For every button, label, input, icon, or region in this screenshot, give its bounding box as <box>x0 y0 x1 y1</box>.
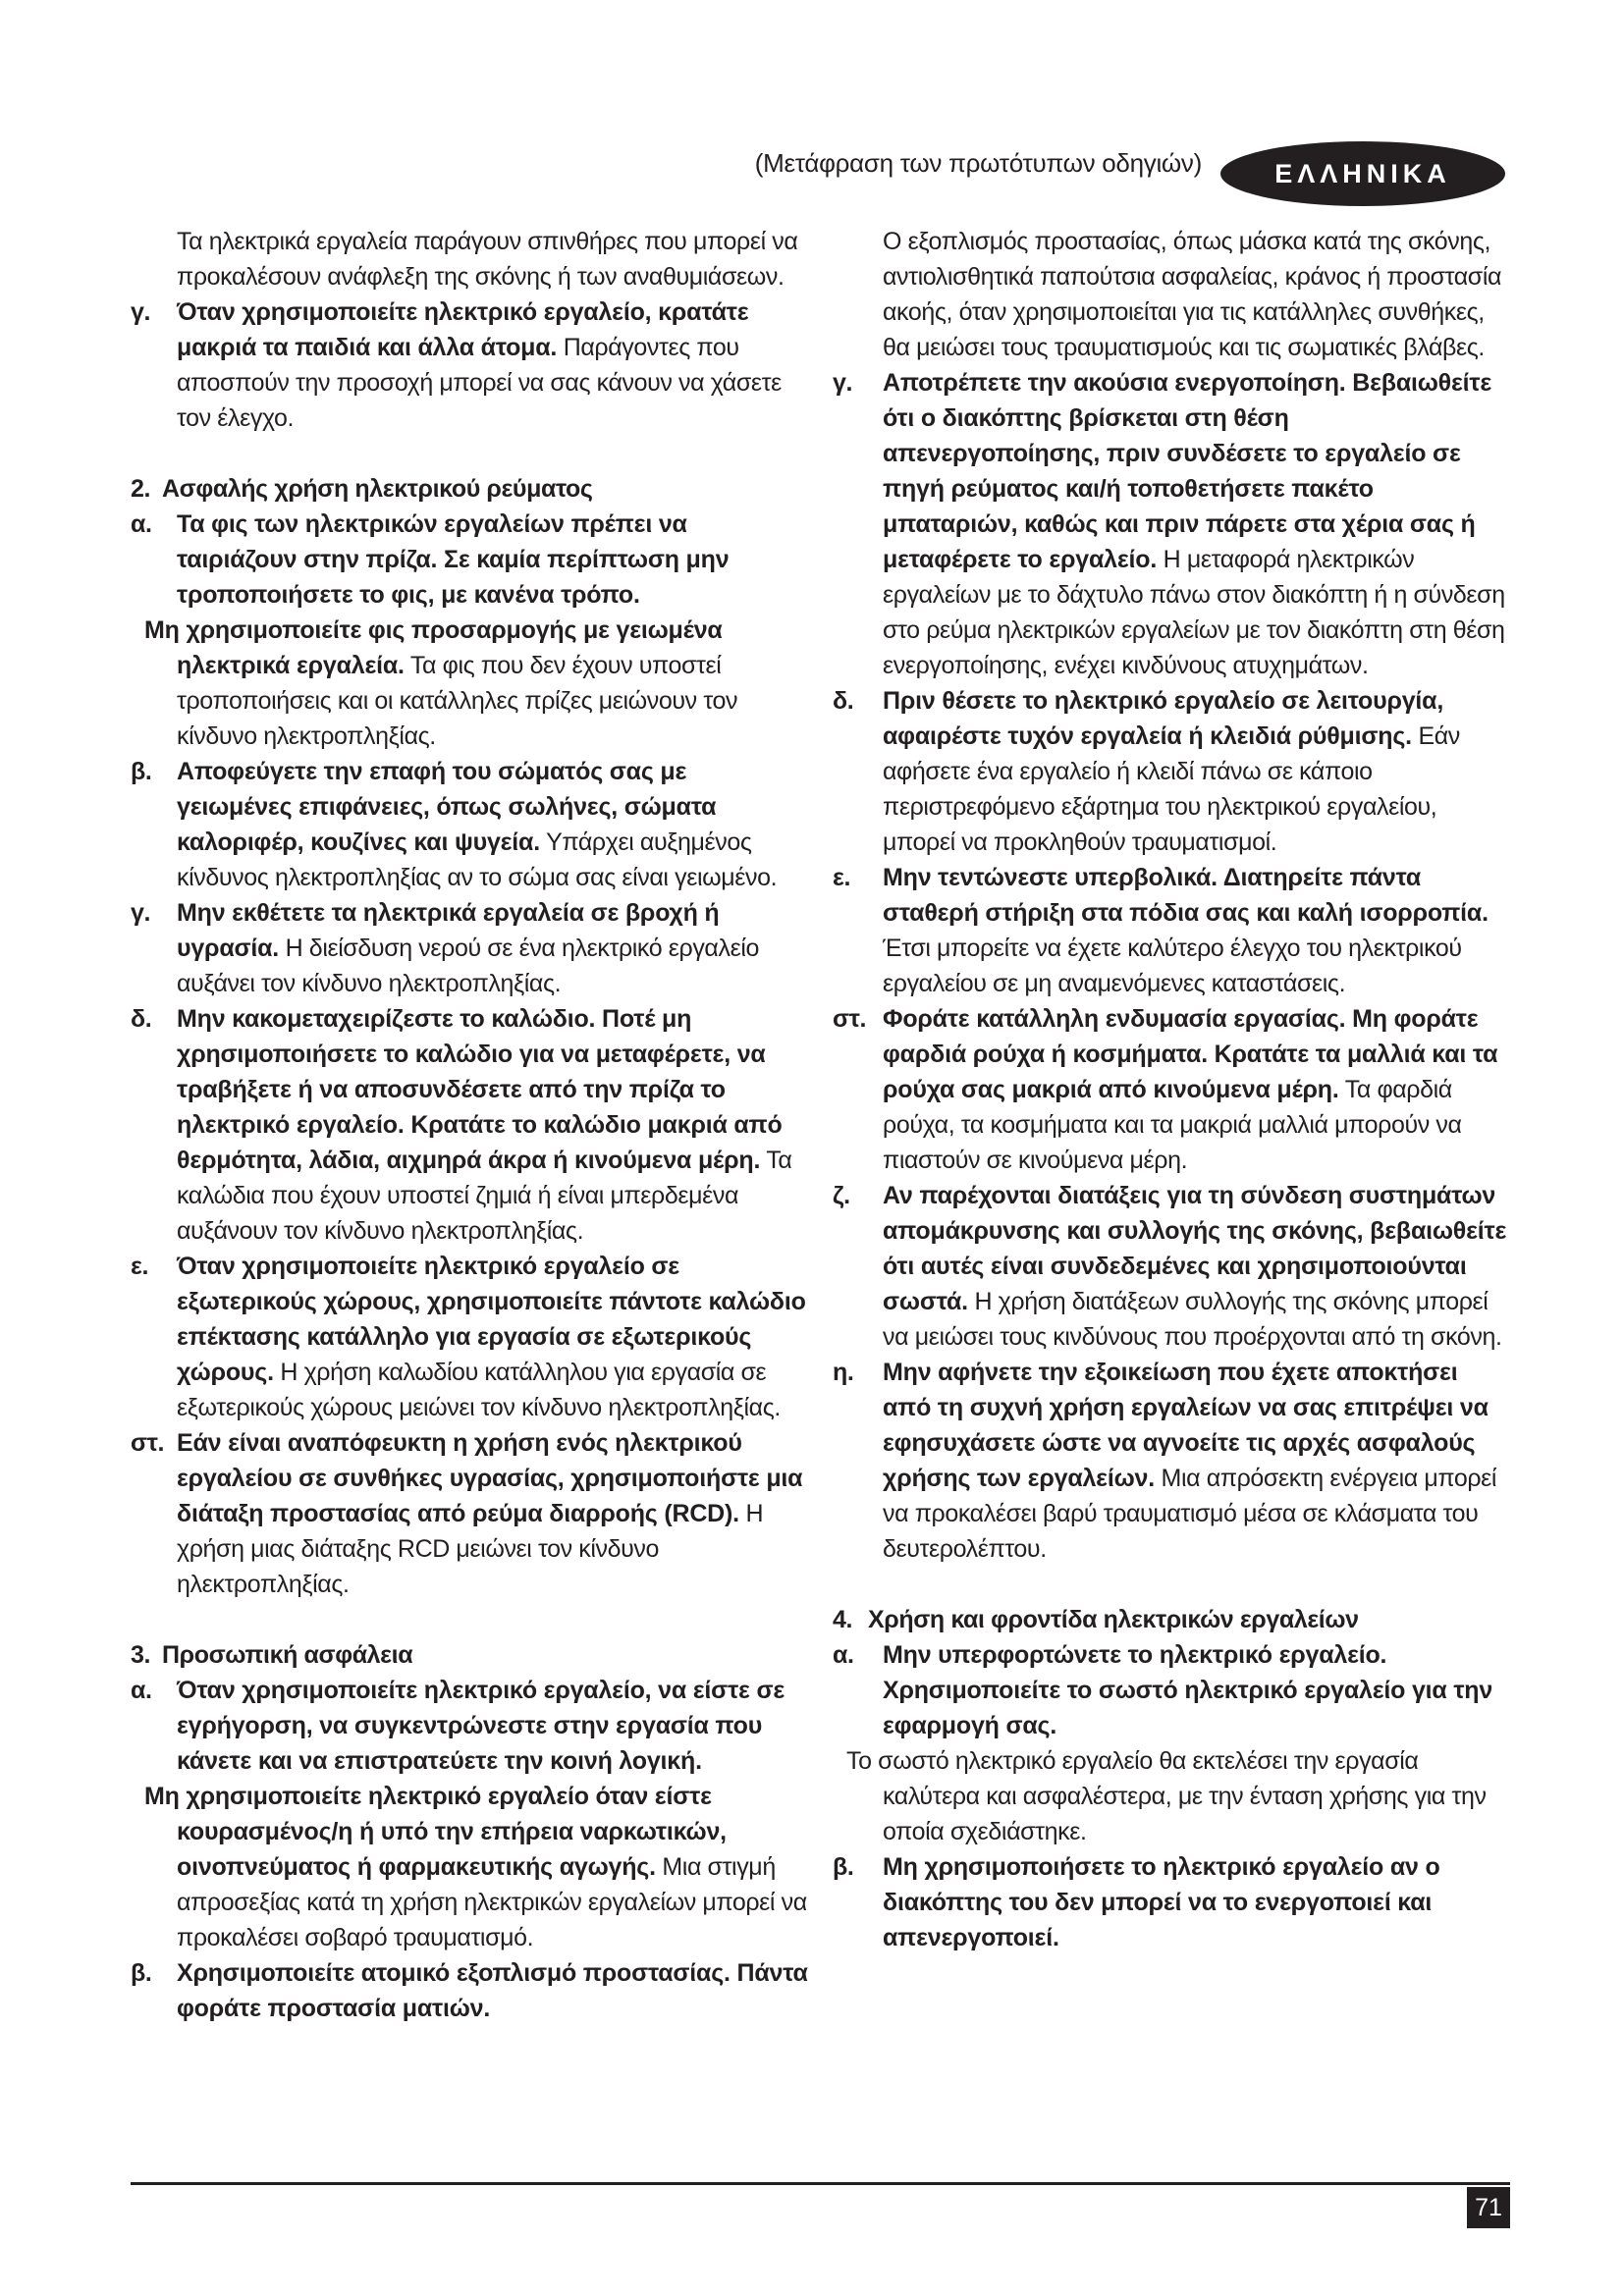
list-item: α. Τα φις των ηλεκτρικών εργαλείων πρέπει να ταιριάζουν στην πρίζα. Σε καμία περίπτωση μην τροποποιήσετε το φις, με κανένα τρόπο. <box>131 510 730 609</box>
intro-paragraph: Ο εξοπλισμός προστασίας, όπως μάσκα κατά της σκόνης, αντιολισθητικά παπούτσια ασφαλείας, κράνος ή προστασία ακοής, όταν χρησιμοποιείται για τις κατάλληλες συνθήκες, θα μειώσει τους τραυματισμούς και τις σωματικές βλάβες. <box>883 228 1502 361</box>
header-subtitle: (Μετάφραση των πρωτότυπων οδηγιών) <box>754 148 1202 178</box>
list-item: στ. Φοράτε κατάλληλη ενδυμασία εργασίας. Μη φοράτε φαρδιά ρούχα ή κοσμήματα. Κρατάτε τα μαλλιά και τα ρούχα σας μακριά από κινούμενα μέρη. Τα φαρδιά ρούχα, τα κοσμήματα και τα μακριά μαλλιά μπορούν να πιαστούν σε κινούμενα μέρη. <box>833 1005 1498 1174</box>
list-item: β. Μη χρησιμοποιήσετε το ηλεκτρικό εργαλείο αν ο διακόπτης του δεν μπορεί να το ενεργοποιεί και απενεργοποιεί. <box>833 1853 1440 1951</box>
list-item: α. Μην υπερφορτώνετε το ηλεκτρικό εργαλείο. Χρησιμοποιείτε το σωστό ηλεκτρικό εργαλείο για την εφαρμογή σας. <box>833 1641 1493 1739</box>
page-number: 71 <box>1467 2187 1510 2228</box>
right-column <box>833 224 1510 1955</box>
list-item-continuation: Μη χρησιμοποιείτε ηλεκτρικό εργαλείο όταν είστε κουρασμένος/η ή υπό την επήρεια ναρκωτικών, οινοπνεύματος ή φαρμακευτικής αγωγής. Μια στιγμή απροσεξίας κατά τη χρήση ηλεκτρικών εργαλείων μπορεί να προκαλέσει σοβαρό τραυματισμό. <box>144 1783 807 1951</box>
list-item: γ. Αποτρέπετε την ακούσια ενεργοποίηση. Βεβαιωθείτε ότι ο διακόπτης βρίσκεται στη θέση απενεργοποίησης, πριν συνδέσετε το εργαλείο σε πηγή ρεύματος και/ή τοποθετήσετε πακέτο μπαταριών, καθώς και πριν πάρετε στα χέρια σας ή μεταφέρετε το εργαλείο. Η μεταφορά ηλεκτρικών εργαλείων με το δάχτυλο πάνω στον διακόπτη ή η σύνδεση στο ρεύμα ηλεκτρικών εργαλείων με τον διακόπτη στη θέση ενεργοποίησης, ενέχει κινδύνους ατυχημάτων. <box>833 369 1505 679</box>
list-item: η. Μην αφήνετε την εξοικείωση που έχετε αποκτήσει από τη συχνή χρήση εργαλείων να σας επιτρέψει να εφησυχάσετε ώστε να αγνοείτε τις αρχές ασφαλούς χρήσης των εργαλείων. Μια απρόσεκτη ενέργεια μπορεί να προκαλέσει βαρύ τραυματισμό μέσα σε κλάσματα του δευτερολέπτου. <box>833 1359 1497 1563</box>
footer-rule <box>131 2182 1510 2185</box>
section-heading: 2. Ασφαλής χρήση ηλεκτρικού ρεύματος <box>131 475 593 503</box>
list-item: στ. Εάν είναι αναπόφευκτη η χρήση ενός ηλεκτρικού εργαλείου σε συνθήκες υγρασίας, χρησιμοποιήστε μια διάταξη προστασίας από ρεύμα διαρροής (RCD). Η χρήση μιας διάταξης RCD μειώνει τον κίνδυνο ηλεκτροπληξίας. <box>131 1429 803 1598</box>
list-item: ζ. Αν παρέχονται διατάξεις για τη σύνδεση συστημάτων απομάκρυνσης και συλλογής της σκόνης, βεβαιωθείτε ότι αυτές είναι συνδεδεμένες και χρησιμοποιούνται σωστά. Η χρήση διατάξεων συλλογής της σκόνης μπορεί να μειώσει τους κινδύνους που προέρχονται από τη σκόνη. <box>833 1182 1507 1351</box>
language-badge: ΕΛΛΗΝΙΚΑ <box>1220 141 1505 206</box>
list-item-continuation: Μη χρησιμοποιείτε φις προσαρμογής με γειωμένα ηλεκτρικά εργαλεία. Τα φις που δεν έχουν υποστεί τροποποιήσεις και οι κατάλληλες πρίζες μειώνουν τον κίνδυνο ηλεκτροπληξίας. <box>144 616 738 750</box>
left-column <box>131 224 808 2026</box>
list-item: γ. Μην εκθέτετε τα ηλεκτρικά εργαλεία σε βροχή ή υγρασία. Η διείσδυση νερού σε ένα ηλεκτρικό εργαλείο αυξάνει τον κίνδυνο ηλεκτροπληξίας. <box>131 899 759 997</box>
list-item: δ. Μην κακομεταχειρίζεστε το καλώδιο. Ποτέ μη χρησιμοποιήσετε το καλώδιο για να μεταφέρετε, να τραβήξετε ή να αποσυνδέσετε από την πρίζα το ηλεκτρικό εργαλείο. Κρατάτε το καλώδιο μακριά από θερμότητα, λάδια, αιχμηρά άκρα ή κινούμενα μέρη. Τα καλώδια που έχουν υποστεί ζημιά ή είναι μπερδεμένα αυξάνουν τον κίνδυνο ηλεκτροπληξίας. <box>131 1005 792 1245</box>
list-item: ε. Όταν χρησιμοποιείτε ηλεκτρικό εργαλείο σε εξωτερικούς χώρους, χρησιμοποιείτε πάντοτε καλώδιο επέκτασης κατάλληλο για εργασία σε εξωτερικούς χώρους. Η χρήση καλωδίου κατάλληλου για εργασία σε εξωτερικούς χώρους μειώνει τον κίνδυνο ηλεκτροπληξίας. <box>131 1253 806 1421</box>
list-item: δ. Πριν θέσετε το ηλεκτρικό εργαλείο σε λειτουργία, αφαιρέστε τυχόν εργαλεία ή κλειδιά ρύθμισης. Εάν αφήσετε ένα εργαλείο ή κλειδί πάνω σε κάποιο περιστρεφόμενο εξάρτημα του ηλεκτρικού εργαλείου, μπορεί να προκληθούν τραυματισμοί. <box>833 687 1460 856</box>
section-heading: 3. Προσωπική ασφάλεια <box>131 1641 413 1669</box>
list-item: β. Χρησιμοποιείτε ατομικό εξοπλισμό προστασίας. Πάντα φοράτε προστασία ματιών. <box>131 1959 808 2022</box>
list-item: γ. Όταν χρησιμοποιείτε ηλεκτρικό εργαλείο, κρατάτε μακριά τα παιδιά και άλλα άτομα. Παράγοντες που αποσπούν την προσοχή μπορεί να σας κάνουν να χάσετε τον έλεγχο. <box>131 298 782 432</box>
list-item: α. Όταν χρησιμοποιείτε ηλεκτρικό εργαλείο, να είστε σε εγρήγορση, να συγκεντρώνεστε στην εργασία που κάνετε και να επιστρατεύετε την κοινή λογική. <box>131 1677 785 1775</box>
list-item-continuation: Το σωστό ηλεκτρικό εργαλείο θα εκτελέσει την εργασία καλύτερα και ασφαλέστερα, με την ένταση χρήσης για την οποία σχεδιάστηκε. <box>846 1747 1487 1845</box>
intro-paragraph: Τα ηλεκτρικά εργαλεία παράγουν σπινθήρες που μπορεί να προκαλέσουν ανάφλεξη της σκόνης ή των αναθυμιάσεων. <box>177 228 798 291</box>
list-item: β. Αποφεύγετε την επαφή του σώματός σας με γειωμένες επιφάνειες, όπως σωλήνες, σώματα καλοριφέρ, κουζίνες και ψυγεία. Υπάρχει αυξημένος κίνδυνος ηλεκτροπληξίας αν το σώμα σας είναι γειωμένο. <box>131 758 778 891</box>
list-item: ε. Μην τεντώνεστε υπερβολικά. Διατηρείτε πάντα σταθερή στήριξη στα πόδια σας και καλή ισορροπία. Έτσι μπορείτε να έχετε καλύτερο έλεγχο του ηλεκτρικού εργαλείου σε μη αναμενόμενες καταστάσεις. <box>833 864 1489 997</box>
section-heading: 4. Χρήση και φροντίδα ηλεκτρικών εργαλείων <box>833 1606 1359 1633</box>
